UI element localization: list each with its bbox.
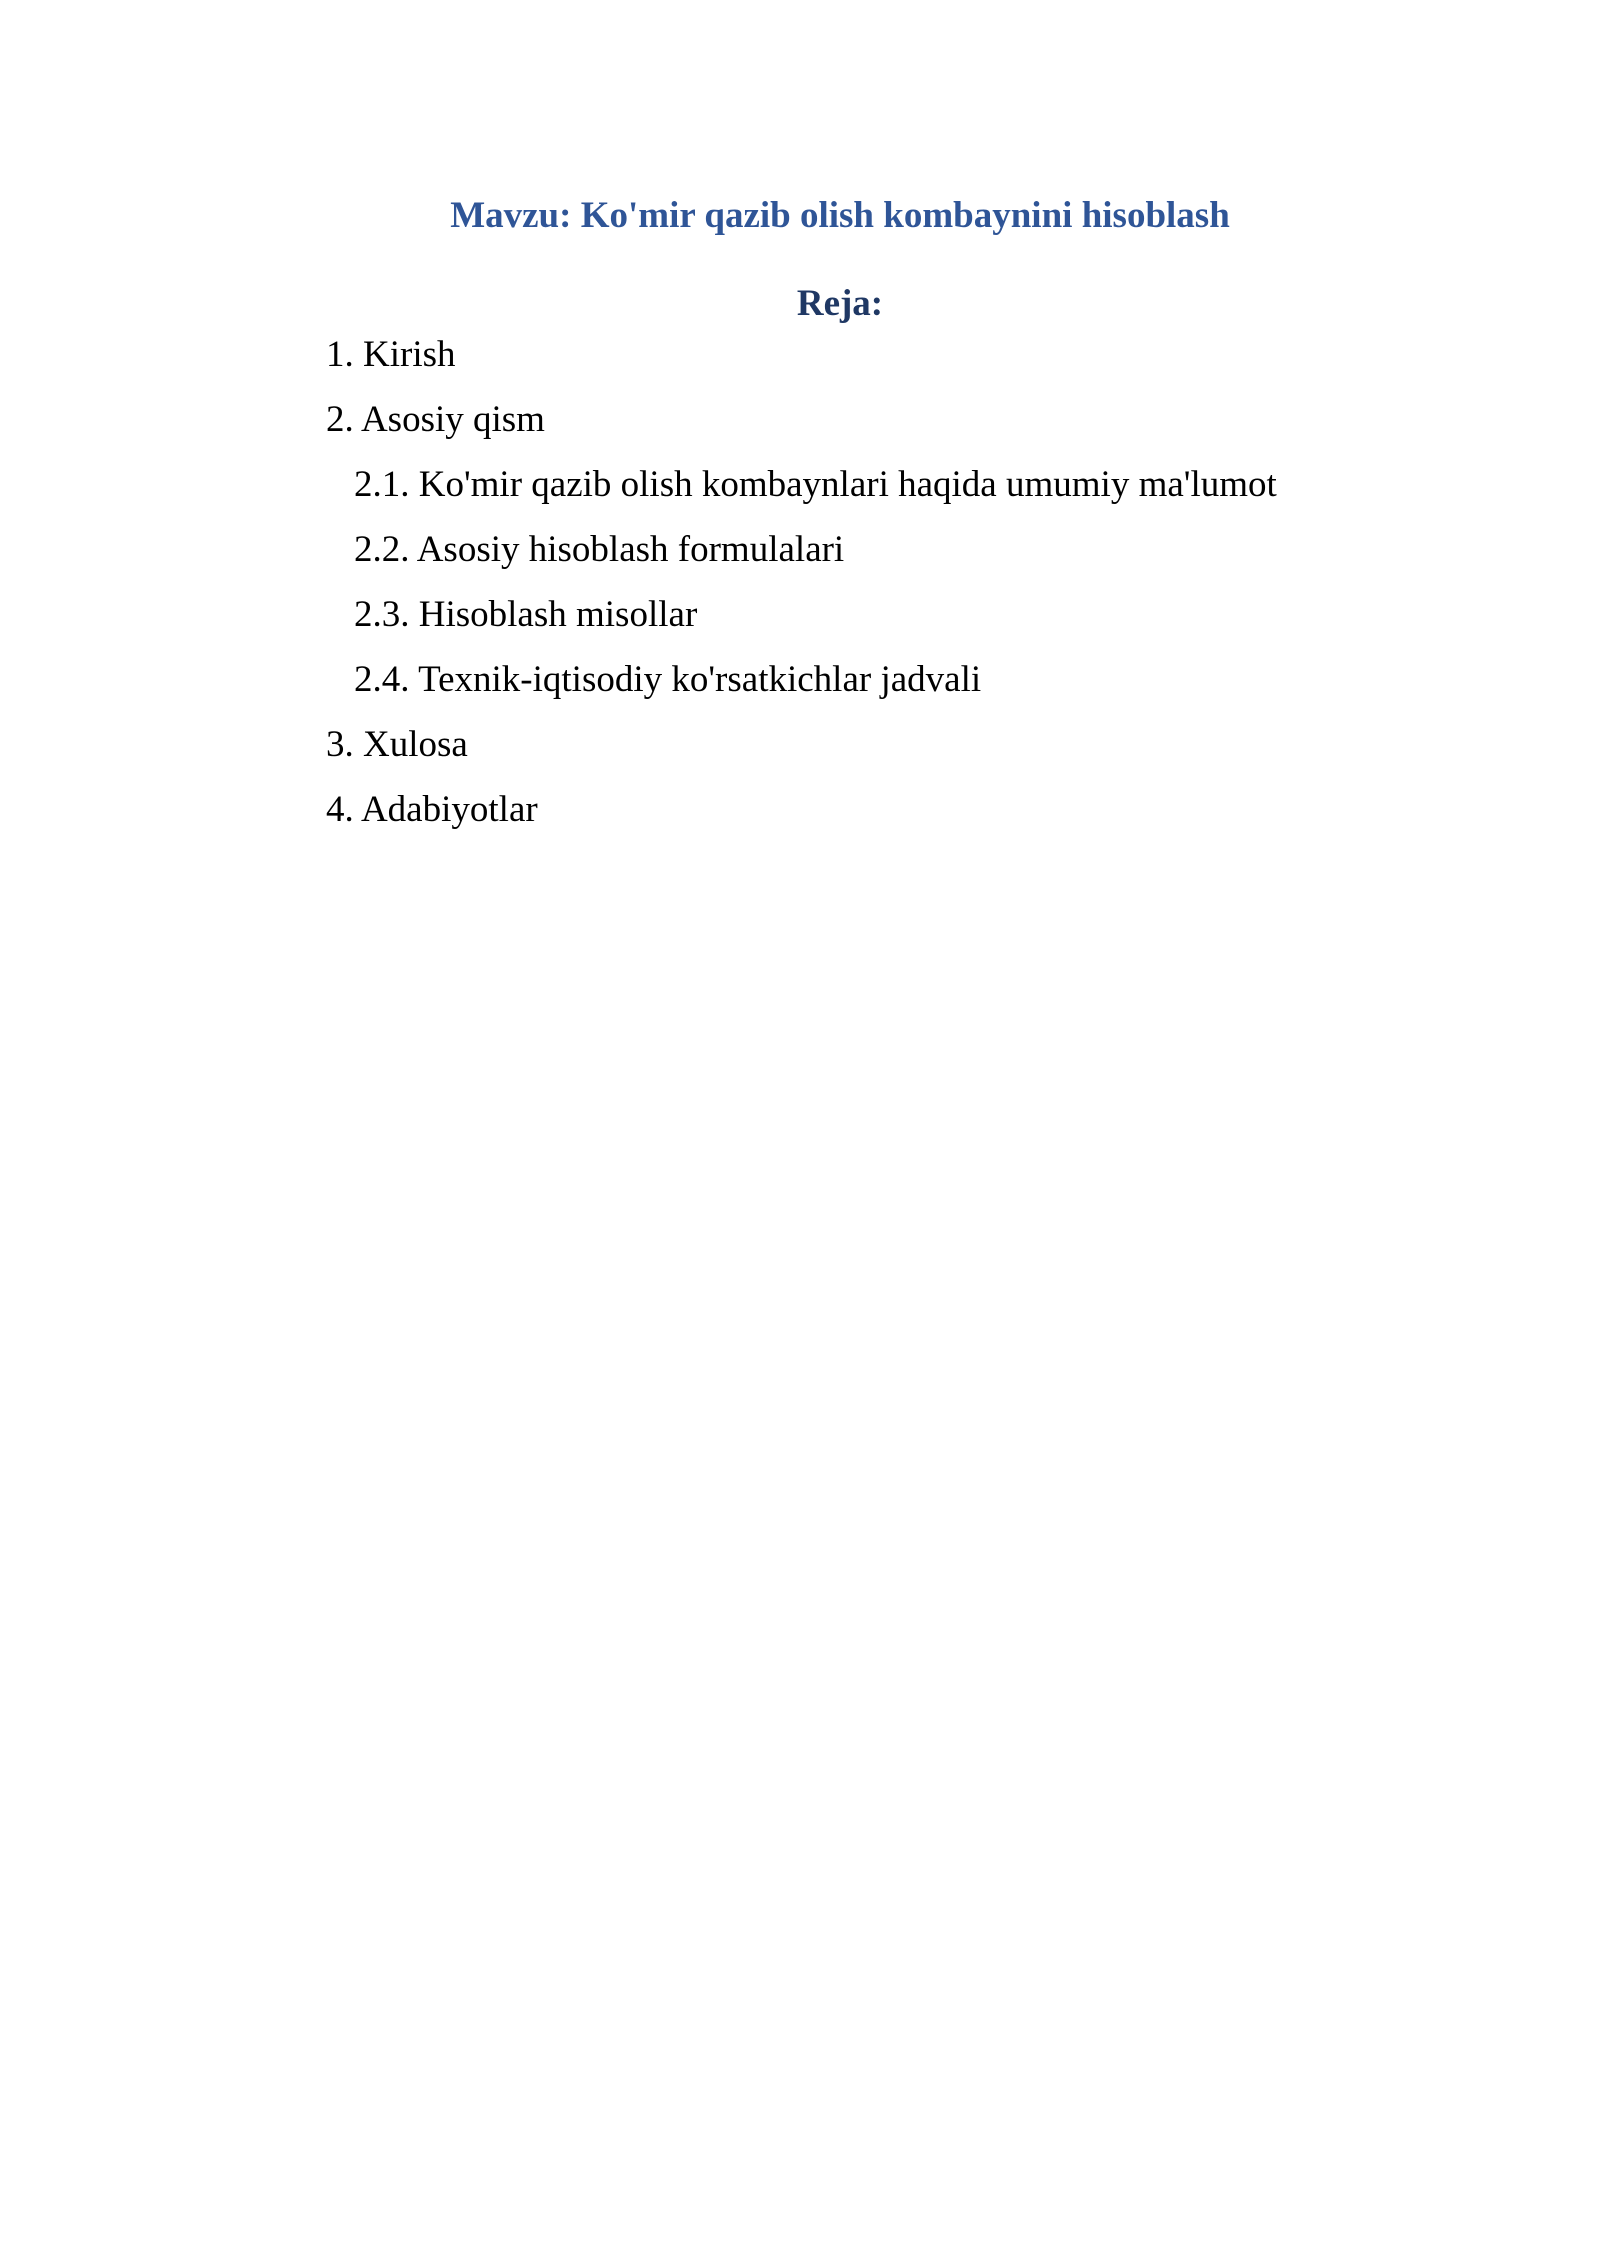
plan-subitem-misollar: 2.3. Hisoblash misollar [354, 594, 698, 635]
plan-item-adabiyotlar: 4. Adabiyotlar [326, 789, 538, 830]
plan-item-kirish: 1. Kirish [326, 334, 456, 375]
plan-subitem-jadval: 2.4. Texnik-iqtisodiy ko'rsatkichlar jadvali [354, 659, 982, 700]
plan-list [326, 322, 1277, 842]
plan-subitem-umumiy-malumot: 2.1. Ko'mir qazib olish kombaynlari haqida umumiy ma'lumot [354, 464, 1277, 505]
plan-item-asosiy-qism: 2. Asosiy qism [326, 399, 545, 440]
plan-item-xulosa: 3. Xulosa [326, 724, 468, 765]
plan-subitem-formulalar: 2.2. Asosiy hisoblash formulalari [354, 529, 845, 570]
document-title: Mavzu: Ko'mir qazib olish kombaynini hisoblash [450, 195, 1230, 236]
plan-heading: Reja: [796, 283, 884, 324]
